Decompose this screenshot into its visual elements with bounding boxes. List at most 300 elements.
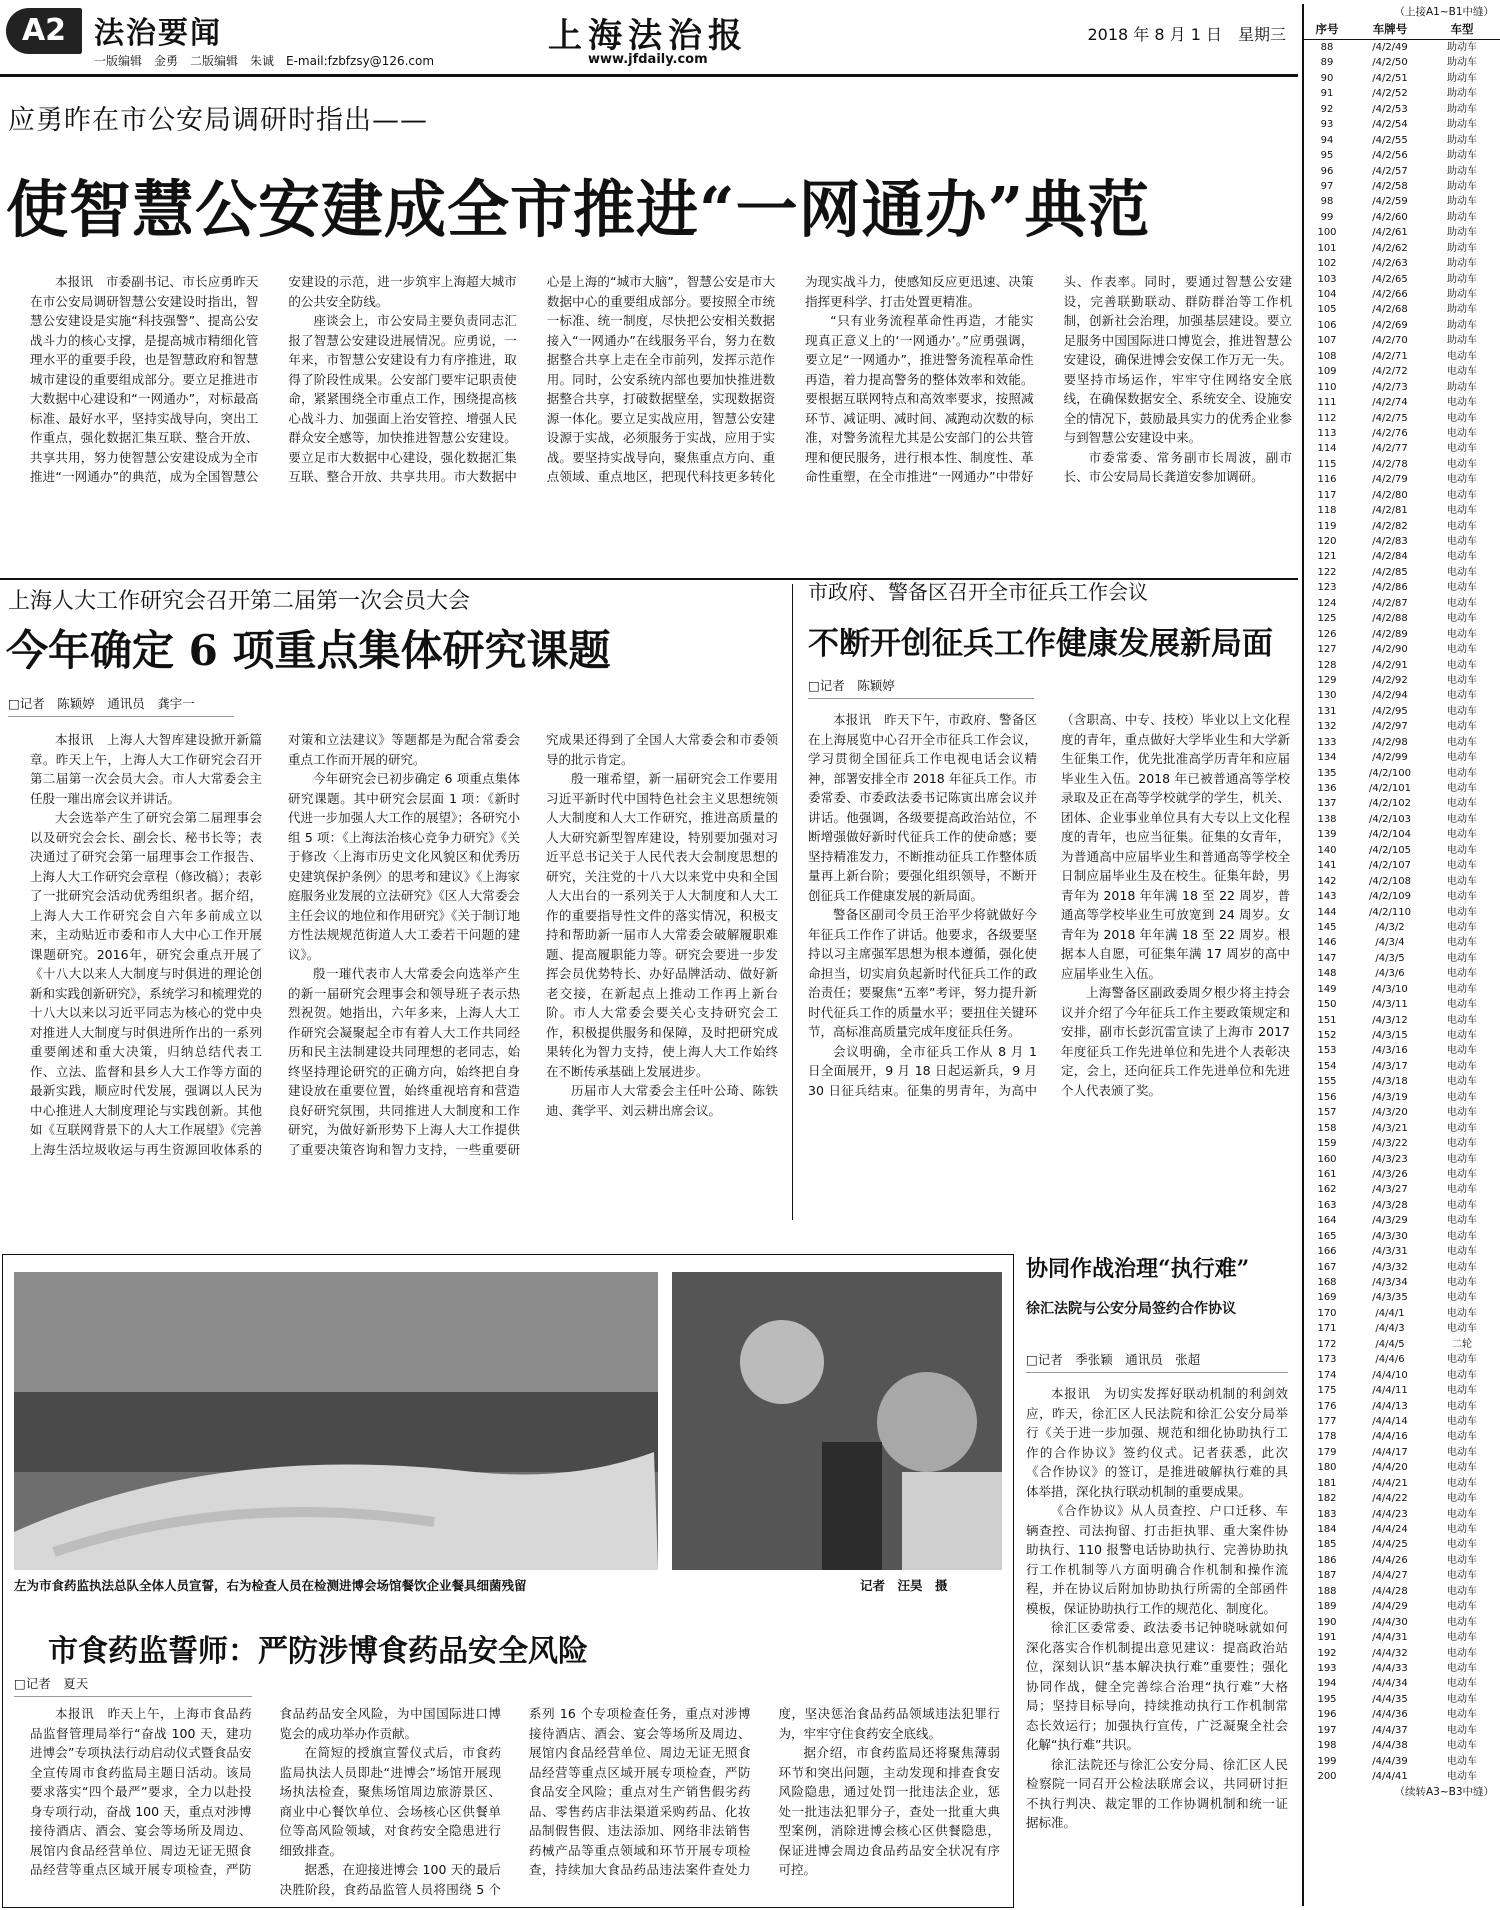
plate-number: /4/4/29 — [1372, 1601, 1408, 1613]
inspection-photo — [672, 1272, 1002, 1570]
plate-number: /4/4/33 — [1372, 1662, 1408, 1674]
vehicle-type: 电动车 — [1447, 1632, 1477, 1644]
table-row — [1304, 40, 1500, 55]
row-number: 168 — [1317, 1277, 1337, 1288]
plate-number: /4/2/87 — [1372, 597, 1408, 609]
plate-number: /4/2/63 — [1372, 258, 1408, 270]
table-row — [1304, 966, 1500, 981]
table-row — [1304, 488, 1500, 503]
vehicle-type: 电动车 — [1447, 1385, 1477, 1397]
vehicle-table-body — [1304, 40, 1500, 1784]
vehicle-type: 电动车 — [1447, 1524, 1477, 1535]
table-row — [1304, 1229, 1500, 1244]
table-row — [1304, 889, 1500, 904]
plate-number: /4/4/36 — [1372, 1709, 1408, 1721]
story5-headline: 协同作战治理“执行难” — [1026, 1256, 1250, 1282]
row-number: 188 — [1317, 1585, 1337, 1597]
page-header — [0, 0, 1298, 77]
website-url[interactable]: www.jfdaily.com — [588, 52, 708, 67]
vehicle-type: 电动车 — [1447, 1323, 1477, 1335]
table-row — [1304, 86, 1500, 101]
plate-number: /4/4/13 — [1372, 1400, 1408, 1412]
vehicle-type: 电动车 — [1447, 1462, 1477, 1474]
table-row — [1304, 688, 1500, 703]
row-number: 149 — [1317, 983, 1337, 995]
vehicle-type: 电动车 — [1447, 1184, 1477, 1196]
sidebar-bottom-note: （续转A3~B3中缝） — [1394, 1786, 1494, 1799]
vehicle-type: 电动车 — [1447, 1215, 1477, 1227]
row-number: 92 — [1320, 103, 1334, 115]
plate-number: /4/2/76 — [1372, 427, 1408, 439]
vehicle-type: 电动车 — [1447, 427, 1477, 439]
table-row — [1304, 1646, 1500, 1661]
table-row — [1304, 858, 1500, 873]
row-number: 153 — [1317, 1045, 1337, 1057]
table-row — [1304, 1213, 1500, 1228]
plate-number: /4/4/6 — [1375, 1354, 1405, 1366]
table-row — [1304, 1414, 1500, 1429]
row-number: 185 — [1317, 1539, 1337, 1551]
vehicle-type: 电动车 — [1447, 1709, 1477, 1721]
plate-number: /4/3/23 — [1372, 1153, 1408, 1165]
vehicle-type: 电动车 — [1447, 1508, 1477, 1520]
vehicle-type: 助动车 — [1447, 319, 1477, 331]
row-number: 175 — [1317, 1385, 1337, 1397]
vehicle-type: 助动车 — [1447, 258, 1477, 270]
vehicle-type: 电动车 — [1447, 1585, 1477, 1597]
row-number: 104 — [1317, 289, 1337, 300]
table-row — [1304, 642, 1500, 657]
plate-number: /4/2/74 — [1372, 397, 1408, 409]
plate-number: /4/4/26 — [1372, 1554, 1408, 1566]
plate-number: /4/2/68 — [1372, 304, 1408, 316]
vehicle-type: 电动车 — [1447, 644, 1477, 656]
column-divider — [792, 584, 793, 1220]
plate-number: /4/2/66 — [1372, 289, 1408, 300]
plate-number: /4/2/53 — [1372, 103, 1408, 115]
plate-number: /4/2/49 — [1372, 42, 1408, 53]
table-row — [1304, 1661, 1500, 1676]
row-number: 138 — [1317, 813, 1337, 825]
vehicle-type: 电动车 — [1447, 536, 1477, 547]
plate-number: /4/4/25 — [1372, 1539, 1408, 1551]
plate-number: /4/4/41 — [1372, 1771, 1408, 1782]
table-row — [1304, 1105, 1500, 1120]
plate-number: /4/2/84 — [1372, 551, 1408, 563]
vehicle-type: 助动车 — [1447, 88, 1477, 100]
vehicle-type: 助动车 — [1447, 196, 1477, 208]
plate-number: /4/4/17 — [1372, 1446, 1408, 1458]
table-row — [1304, 796, 1500, 811]
plate-number: /4/2/92 — [1372, 674, 1408, 686]
plate-number: /4/2/65 — [1372, 273, 1408, 285]
column-header: 车牌号 — [1372, 22, 1408, 36]
plate-number: /4/3/19 — [1372, 1091, 1408, 1103]
plate-number: /4/2/103 — [1369, 813, 1411, 825]
table-row — [1304, 580, 1500, 595]
vehicle-type: 电动车 — [1447, 752, 1477, 764]
vehicle-type: 电动车 — [1447, 1601, 1477, 1613]
plate-number: /4/4/20 — [1372, 1462, 1408, 1474]
row-number: 189 — [1317, 1601, 1337, 1613]
vehicle-type: 助动车 — [1447, 42, 1477, 53]
vehicle-type: 电动车 — [1447, 1493, 1477, 1505]
table-row — [1304, 1476, 1500, 1491]
plate-number: /4/3/21 — [1372, 1122, 1408, 1134]
vehicle-type: 电动车 — [1447, 1277, 1477, 1288]
row-number: 111 — [1317, 397, 1337, 409]
vehicle-type: 助动车 — [1447, 381, 1477, 393]
vehicle-table-header — [1304, 19, 1500, 40]
plate-number: /4/3/34 — [1372, 1277, 1408, 1288]
table-row — [1304, 55, 1500, 70]
vehicle-type: 助动车 — [1447, 150, 1477, 162]
row-number: 139 — [1317, 829, 1337, 841]
story2-paragraph: 殷一璀希望，新一届研究会工作要用习近平新时代中国特色社会主义思想统领人大制度和人大工作研究，推进高质量的人大研究新型智库建设，特别要加强对习近平总书记关于人民代表大会制度思想的研究，关注党的十八大以来党中央和全国人大出台的一系列关于人大制度和人大工作的重要指导性文件的落实情况，积极支持和帮助新一届市人大常委会破解履职难题、提高履职能力等。研究会要进一步发挥会员优势特长、办好品牌活动、做好新老交接，在新起点上推动工作再上新台阶。市人大常委会要关心支持研究会工作，积极提供服务和保障，及时把研究成果转化为智力支持，使上海人大工作始终在不断传承基础上发展进步。 — [546, 771, 778, 1079]
row-number: 166 — [1317, 1246, 1337, 1258]
table-row — [1304, 1707, 1500, 1722]
plate-number: /4/3/18 — [1372, 1076, 1408, 1088]
photo-credit: 记者 汪昊 摄 — [860, 1578, 948, 1593]
row-number: 126 — [1317, 628, 1337, 640]
vehicle-type: 电动车 — [1447, 674, 1477, 686]
row-number: 136 — [1317, 783, 1337, 794]
vehicle-type: 电动车 — [1447, 1014, 1477, 1026]
row-number: 122 — [1317, 566, 1337, 578]
row-number: 110 — [1317, 381, 1337, 393]
story4-article-body — [30, 1672, 1000, 1902]
plate-number: /4/4/30 — [1372, 1616, 1408, 1628]
plate-number: /4/2/77 — [1372, 443, 1408, 455]
table-row — [1304, 441, 1500, 456]
plate-number: /4/4/11 — [1372, 1385, 1408, 1397]
table-row — [1304, 658, 1500, 673]
lead-paragraph: 市委常委、常务副市长周波，副市长、市公安局局长龚道安参加调研。 — [1063, 449, 1292, 484]
row-number: 116 — [1317, 474, 1337, 486]
table-row — [1304, 519, 1500, 534]
vehicle-type: 助动车 — [1447, 335, 1477, 347]
row-number: 129 — [1317, 674, 1337, 686]
plate-number: /4/3/32 — [1372, 1261, 1408, 1273]
table-row — [1304, 1260, 1500, 1275]
table-row — [1304, 1074, 1500, 1089]
row-number: 145 — [1317, 921, 1337, 933]
vehicle-type: 电动车 — [1447, 1678, 1477, 1690]
vehicle-type: 二轮 — [1452, 1338, 1472, 1350]
plate-number: /4/2/72 — [1372, 366, 1408, 378]
plate-number: /4/2/100 — [1369, 767, 1411, 779]
row-number: 142 — [1317, 875, 1337, 887]
lead-paragraph: “只有业务流程革命性再造，才能实现真正意义上的‘一网通办’。”应勇强调，要立足“一网通办”，推进警务流程革命性再造，着力提高警务的整体效率和效能。要根据互联网特点和高效率要求，按照减环节、减证明、减时间、减跑动次数的标准，对警务流程尤其是公安部门的公共管理和便民服务，进行根本性、制度性、革命性重塑，在全市推进“一网通办”中带好头、作表率。同时，要通过智慧公安建设，完善联勤联动、群防群治等工作机制，创新社会治理，加强基层建设。要立足服务中国国际进口博览会，推进智慧公安建设，确保进博会安保工作万无一失。要坚持市场运作，牢牢守住网络安全底线，在确保数据安全、系统安全、设施安全的情况下，鼓励最具实力的优秀企业参与到智慧公安建设中来。 — [805, 274, 1292, 484]
vehicle-type: 电动车 — [1447, 999, 1477, 1011]
table-row — [1304, 565, 1500, 580]
plate-number: /4/2/109 — [1369, 891, 1411, 903]
row-number: 156 — [1317, 1091, 1337, 1103]
table-row — [1304, 719, 1500, 734]
row-number: 155 — [1317, 1076, 1337, 1088]
row-number: 158 — [1317, 1122, 1337, 1134]
plate-number: /4/2/69 — [1372, 319, 1408, 331]
plate-number: /4/4/35 — [1372, 1693, 1408, 1705]
row-number: 150 — [1317, 999, 1337, 1011]
plate-number: /4/4/31 — [1372, 1632, 1408, 1644]
vehicle-type: 电动车 — [1447, 366, 1477, 378]
table-row — [1304, 1399, 1500, 1414]
plate-number: /4/4/3 — [1375, 1323, 1405, 1335]
table-row — [1304, 812, 1500, 827]
vehicle-type: 电动车 — [1447, 1354, 1477, 1366]
plate-number: /4/2/62 — [1372, 242, 1408, 254]
plate-number: /4/2/51 — [1372, 72, 1408, 84]
table-row — [1304, 1676, 1500, 1691]
editors-line: 一版编辑 金勇 二版编辑 朱诚 E-mail:fzbfzsy@126.com — [94, 54, 435, 68]
row-number: 165 — [1317, 1230, 1337, 1242]
row-number: 97 — [1320, 180, 1334, 192]
plate-number: /4/2/71 — [1372, 350, 1408, 362]
plate-number: /4/2/105 — [1369, 844, 1411, 856]
row-number: 144 — [1317, 906, 1337, 918]
table-row — [1304, 133, 1500, 148]
plate-number: /4/4/38 — [1372, 1740, 1408, 1752]
vehicle-type: 电动车 — [1447, 721, 1477, 733]
table-row — [1304, 781, 1500, 796]
row-number: 99 — [1320, 211, 1334, 223]
row-number: 130 — [1317, 690, 1337, 702]
vehicle-type: 电动车 — [1447, 1431, 1477, 1443]
table-row — [1304, 766, 1500, 781]
vehicle-type: 电动车 — [1447, 1153, 1477, 1165]
vehicle-type: 助动车 — [1447, 103, 1477, 115]
plate-number: /4/2/82 — [1372, 520, 1408, 532]
vehicle-type: 电动车 — [1447, 798, 1477, 810]
oath-ceremony-photo — [14, 1272, 658, 1570]
table-row — [1304, 1738, 1500, 1753]
plate-number: /4/2/52 — [1372, 88, 1408, 100]
vehicle-type: 电动车 — [1447, 659, 1477, 671]
plate-number: /4/3/17 — [1372, 1060, 1408, 1072]
plate-number: /4/2/98 — [1372, 736, 1408, 748]
table-row — [1304, 349, 1500, 364]
table-row — [1304, 735, 1500, 750]
row-number: 194 — [1317, 1678, 1337, 1690]
plate-number: /4/3/15 — [1372, 1030, 1408, 1041]
table-row — [1304, 318, 1500, 333]
vehicle-type: 电动车 — [1447, 875, 1477, 887]
table-row — [1304, 1723, 1500, 1738]
plate-number: /4/2/61 — [1372, 227, 1408, 239]
story4-paragraph: 据悉，在迎接进博会 100 天的最后决胜阶段，食药品监管人员将围绕 5 个系列 16 个专项检查任务，重点对涉博接待酒店、酒会、宴会等场所及周边、展馆内食品经营单位、周边无证无照食品经营等重点区域开展专项检查，严防食品安全风险；重点对生产销售假劣药品、零售药店非法渠道采购药品、化妆品制假售假、违法添加、网络非法销售药械产品等重点领域和环节开展专项检查，持续加大食品药品违法案件查处力度，坚决惩治食品药品领域违法犯罪行为，牢牢守住食药安全底线。 — [279, 1706, 1000, 1897]
plate-number: /4/4/1 — [1375, 1307, 1405, 1319]
plate-number: /4/4/39 — [1372, 1755, 1408, 1767]
row-number: 135 — [1317, 767, 1337, 779]
plate-number: /4/4/32 — [1372, 1647, 1408, 1659]
vehicle-type: 电动车 — [1447, 1107, 1477, 1119]
row-number: 174 — [1317, 1369, 1337, 1381]
story3-byline: □记者 陈颖婷 — [808, 676, 1034, 699]
plate-number: /4/2/88 — [1372, 613, 1408, 625]
vehicle-type: 电动车 — [1447, 1415, 1477, 1427]
plate-number: /4/2/90 — [1372, 644, 1408, 656]
row-number: 117 — [1317, 489, 1337, 501]
row-number: 143 — [1317, 891, 1337, 903]
table-row — [1304, 1321, 1500, 1336]
row-number: 140 — [1317, 844, 1337, 856]
row-number: 147 — [1317, 952, 1337, 964]
row-number: 190 — [1317, 1616, 1337, 1628]
vehicle-type: 电动车 — [1447, 1616, 1477, 1628]
table-row — [1304, 534, 1500, 549]
plate-number: /4/2/54 — [1372, 119, 1408, 131]
vehicle-type: 电动车 — [1447, 1261, 1477, 1273]
table-row — [1304, 1522, 1500, 1537]
table-row — [1304, 1028, 1500, 1043]
plate-number: /4/2/81 — [1372, 505, 1408, 517]
story2-byline: □记者 陈颖婷 通讯员 龚宇一 — [8, 694, 234, 717]
table-row — [1304, 627, 1500, 642]
vehicle-type: 电动车 — [1447, 1246, 1477, 1258]
row-number: 133 — [1317, 736, 1337, 748]
table-row — [1304, 1553, 1500, 1568]
row-number: 141 — [1317, 860, 1337, 872]
table-row — [1304, 905, 1500, 920]
plate-number: /4/3/5 — [1375, 952, 1405, 964]
photo-caption: 左为市食药监执法总队全体人员宣誓，右为检查人员在检测进博会场馆餐饮企业餐具细菌残留 — [14, 1578, 527, 1593]
row-number: 161 — [1317, 1168, 1337, 1180]
vehicle-type: 电动车 — [1447, 860, 1477, 872]
row-number: 98 — [1320, 196, 1334, 208]
row-number: 118 — [1317, 505, 1337, 517]
table-row — [1304, 549, 1500, 564]
story5-paragraph: 徐汇法院还与徐汇公安分局、徐汇区人民检察院一同召开公检法联席会议，共同研讨拒不执行判决、裁定罪的工作协调机制和统一证据标准。 — [1026, 1756, 1288, 1830]
vehicle-type: 电动车 — [1447, 1045, 1477, 1057]
story3-paragraph: 上海警备区副政委周夕根少将主持会议并介绍了今年征兵工作主要政策规定和安排，副市长彭沉雷宣读了上海市 2017 年度征兵工作先进单位和先进个人表彰决定，会上，还向征兵工作先进单位和先进个人代表颁了奖。 — [1061, 985, 1290, 1098]
row-number: 90 — [1320, 72, 1334, 84]
plate-number: /4/2/108 — [1369, 875, 1411, 887]
vehicle-type: 电动车 — [1447, 705, 1477, 717]
table-row — [1304, 750, 1500, 765]
plate-number: /4/2/70 — [1372, 335, 1408, 347]
vehicle-type: 电动车 — [1447, 474, 1477, 486]
vehicle-type: 电动车 — [1447, 767, 1477, 779]
vehicle-type: 电动车 — [1447, 1307, 1477, 1319]
row-number: 102 — [1317, 258, 1337, 270]
story3-paragraph: 警备区副司令员王治平少将就做好今年征兵工作作了讲话。他要求，各级要坚持以习主席强军思想为根本遵循，强化使命担当，切实肩负起新时代征兵工作的政治责任；要聚焦“五率”考评，努力提升新时代征兵工作的质量水平；要扭住关键环节，高标准高质量完成年度征兵任务。 — [808, 907, 1037, 1039]
vehicle-type: 电动车 — [1447, 813, 1477, 825]
table-row — [1304, 1275, 1500, 1290]
plate-number: /4/2/94 — [1372, 690, 1408, 702]
vehicle-type: 电动车 — [1447, 1554, 1477, 1566]
row-number: 195 — [1317, 1693, 1337, 1705]
plate-number: /4/3/16 — [1372, 1045, 1408, 1057]
story2-headline: 今年确定 6 项重点集体研究课题 — [6, 626, 611, 675]
row-number: 160 — [1317, 1153, 1337, 1165]
plate-number: /4/2/50 — [1372, 57, 1408, 69]
plate-number: /4/2/95 — [1372, 705, 1408, 717]
vehicle-type: 电动车 — [1447, 443, 1477, 455]
plate-number: /4/3/26 — [1372, 1168, 1408, 1180]
row-number: 137 — [1317, 798, 1337, 810]
table-row — [1304, 1754, 1500, 1769]
sidebar-top-note: （上接A1~B1中缝） — [1394, 6, 1494, 18]
plate-number: /4/3/20 — [1372, 1107, 1408, 1119]
story3-headline: 不断开创征兵工作健康发展新局面 — [808, 626, 1273, 662]
row-number: 114 — [1317, 443, 1337, 455]
plate-number: /4/2/80 — [1372, 489, 1408, 501]
plate-number: /4/2/97 — [1372, 721, 1408, 733]
row-number: 171 — [1317, 1323, 1337, 1335]
table-row — [1304, 333, 1500, 348]
row-number: 103 — [1317, 273, 1337, 285]
plate-number: /4/2/83 — [1372, 536, 1408, 547]
vehicle-type: 电动车 — [1447, 1724, 1477, 1736]
table-row — [1304, 673, 1500, 688]
row-number: 167 — [1317, 1261, 1337, 1273]
table-row — [1304, 1584, 1500, 1599]
vehicle-type: 电动车 — [1447, 1662, 1477, 1674]
plate-number: /4/3/12 — [1372, 1014, 1408, 1026]
vehicle-type: 电动车 — [1447, 1168, 1477, 1180]
vehicle-type: 助动车 — [1447, 242, 1477, 254]
vehicle-type: 电动车 — [1447, 597, 1477, 609]
vehicle-type: 助动车 — [1447, 227, 1477, 239]
row-number: 94 — [1320, 134, 1334, 146]
row-number: 112 — [1317, 412, 1337, 424]
lead-headline: 使智慧公安建成全市推进“一网通办”典范 — [6, 173, 1151, 246]
vehicle-type: 电动车 — [1447, 783, 1477, 794]
table-row — [1304, 1630, 1500, 1645]
plate-number: /4/2/58 — [1372, 180, 1408, 192]
table-row — [1304, 1491, 1500, 1506]
row-number: 157 — [1317, 1107, 1337, 1119]
plate-number: /4/3/30 — [1372, 1230, 1408, 1242]
table-row — [1304, 287, 1500, 302]
table-row — [1304, 1568, 1500, 1583]
plate-number: /4/3/35 — [1372, 1292, 1408, 1304]
row-number: 88 — [1320, 42, 1334, 53]
row-number: 176 — [1317, 1400, 1337, 1412]
vehicle-type: 电动车 — [1447, 1400, 1477, 1412]
inspection-image — [672, 1272, 1002, 1570]
vehicle-type: 电动车 — [1447, 736, 1477, 748]
row-number: 200 — [1317, 1771, 1337, 1782]
issue-date: 2018 年 8 月 1 日 星期三 — [1087, 25, 1286, 44]
plate-number: /4/2/89 — [1372, 628, 1408, 640]
page-number: A2 — [6, 8, 82, 54]
table-row — [1304, 843, 1500, 858]
vehicle-type: 电动车 — [1447, 891, 1477, 903]
table-row — [1304, 1090, 1500, 1105]
plate-number: /4/4/10 — [1372, 1369, 1408, 1381]
plate-number: /4/4/21 — [1372, 1477, 1408, 1489]
row-number: 120 — [1317, 536, 1337, 547]
table-row — [1304, 117, 1500, 132]
table-row — [1304, 148, 1500, 163]
row-number: 109 — [1317, 366, 1337, 378]
vehicle-type: 助动车 — [1447, 165, 1477, 177]
table-row — [1304, 827, 1500, 842]
vehicle-type: 电动车 — [1447, 505, 1477, 517]
plate-number: /4/3/22 — [1372, 1138, 1408, 1150]
vehicle-type: 电动车 — [1447, 1740, 1477, 1752]
vehicle-type: 助动车 — [1447, 211, 1477, 223]
row-number: 100 — [1317, 227, 1337, 239]
story4-paragraph: 在简短的授旗宣誓仪式后，市食药监局执法人员即赴“进博会”场馆开展现场执法检查，聚焦场馆周边旅游景区、商业中心餐饮单位、会场核心区供餐单位等高风险领域，对食药安全隐患进行细致排查。 — [279, 1745, 501, 1858]
plate-number: /4/3/29 — [1372, 1215, 1408, 1227]
vehicle-type: 电动车 — [1447, 921, 1477, 933]
plate-number: /4/2/57 — [1372, 165, 1408, 177]
row-number: 187 — [1317, 1570, 1337, 1582]
vehicle-type: 电动车 — [1447, 1199, 1477, 1211]
